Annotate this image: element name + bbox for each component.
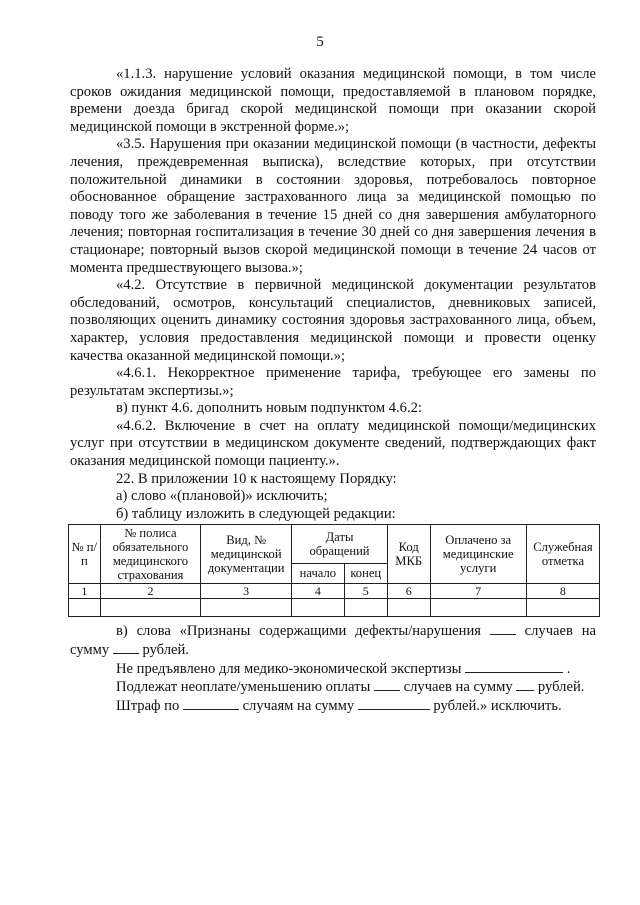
table-cell: 1 <box>69 584 101 599</box>
document-body <box>70 66 596 715</box>
table-cell <box>526 599 599 617</box>
header-paid: Оплачено за медицинские услуги <box>430 525 526 584</box>
table-cell <box>430 599 526 617</box>
table-row <box>69 584 600 599</box>
paragraph-item-b: б) таблицу изложить в следующей редакции: <box>116 505 396 522</box>
table-cell <box>201 599 292 617</box>
header-icd-code: Код МКБ <box>387 525 430 584</box>
header-dates: Даты обращений <box>292 525 388 563</box>
table-cell <box>344 599 387 617</box>
table-cell: 5 <box>344 584 387 599</box>
table-cell <box>292 599 345 617</box>
table-cell: 7 <box>430 584 526 599</box>
paragraph-item-a: а) слово «(плановой)» исключить; <box>116 488 328 505</box>
table-cell: 2 <box>100 584 201 599</box>
table-header-row <box>69 525 600 563</box>
blank-line <box>358 697 430 710</box>
table-row <box>69 599 600 617</box>
table-cell <box>69 599 101 617</box>
blank-line <box>183 697 239 710</box>
paragraph-item-v-words: в) слова «Признаны содержащими дефекты/нарушения случаев на сумму рублей. <box>70 623 596 659</box>
blank-line <box>374 678 400 691</box>
table-cell <box>387 599 430 617</box>
blank-line <box>113 641 139 654</box>
appendix-table <box>68 524 600 617</box>
paragraph-22: 22. В приложении 10 к настоящему Порядку: <box>116 470 397 487</box>
blank-line <box>490 622 516 635</box>
page-number: 5 <box>316 34 324 50</box>
table-cell <box>100 599 201 617</box>
paragraph-non-payment: Подлежат неоплате/уменьшению оплаты случаев на сумму рублей. <box>116 679 585 696</box>
blank-line <box>516 678 534 691</box>
paragraph-fine: Штраф по случаям на сумму рублей.» исключить. <box>116 697 562 714</box>
paragraph-4-2: «4.2. Отсутствие в первичной медицинской документации результатов обследований, осмотров, консультаций специалистов, дневниковых записей, позволяющих оценить динамику состояния здоровья застрахованного лица, объем, характер, условия предоставления медицинской помощи и провести оценку качества оказанной медицинской помощи.»; <box>70 277 596 364</box>
paragraph-not-presented: Не предъявлено для медико-экономической экспертизы . <box>116 660 571 677</box>
header-policy: № полиса обязательного медицинского страхования <box>100 525 201 584</box>
header-number: № п/п <box>69 525 101 584</box>
table-cell: 4 <box>292 584 345 599</box>
paragraph-4-6-1: «4.6.1. Некорректное применение тарифа, требующее его замены по результатам экспертизы.»; <box>70 365 596 399</box>
paragraph-item-v: в) пункт 4.6. дополнить новым подпунктом 4.6.2: <box>116 400 422 417</box>
paragraph-4-6-2: «4.6.2. Включение в счет на оплату медицинской помощи/медицинских услуг при отсутствии в медицинском документе сведений, подтверждающих факт оказания медицинской помощи пациенту.». <box>70 417 596 470</box>
blank-line <box>465 660 563 673</box>
paragraph-1-1-3: «1.1.3. нарушение условий оказания медицинской помощи, в том числе сроков ожидания медицинской помощи, предоставляемой в плановом порядке, времени доезда бригад скорой медицинской помощи при оказании скорой медицинской помощи в экстренной форме.»; <box>70 66 596 135</box>
header-service-mark: Служебная отметка <box>526 525 599 584</box>
table-cell: 3 <box>201 584 292 599</box>
table-cell: 8 <box>526 584 599 599</box>
header-start: начало <box>292 563 345 584</box>
paragraph-3-5: «3.5. Нарушения при оказании медицинской помощи (в частности, дефекты лечения, преждевременная выписка), вследствие которых, при отсутствии положительной динамики в состоянии здоровья, потребовалось повторное обоснованное обращение застрахованного лица за медицинской помощью по поводу того же заболевания в течение 15 дней со дня завершения амбулаторного лечения; повторная госпитализация в течение 30 дней со дня завершения лечения в стационаре; повторный вызов скорой медицинской помощи в течение 24 часов от момента предшествующего вызова.»; <box>70 136 596 276</box>
table-cell: 6 <box>387 584 430 599</box>
header-end: конец <box>344 563 387 584</box>
header-documentation: Вид, № медицинской документации <box>201 525 292 584</box>
